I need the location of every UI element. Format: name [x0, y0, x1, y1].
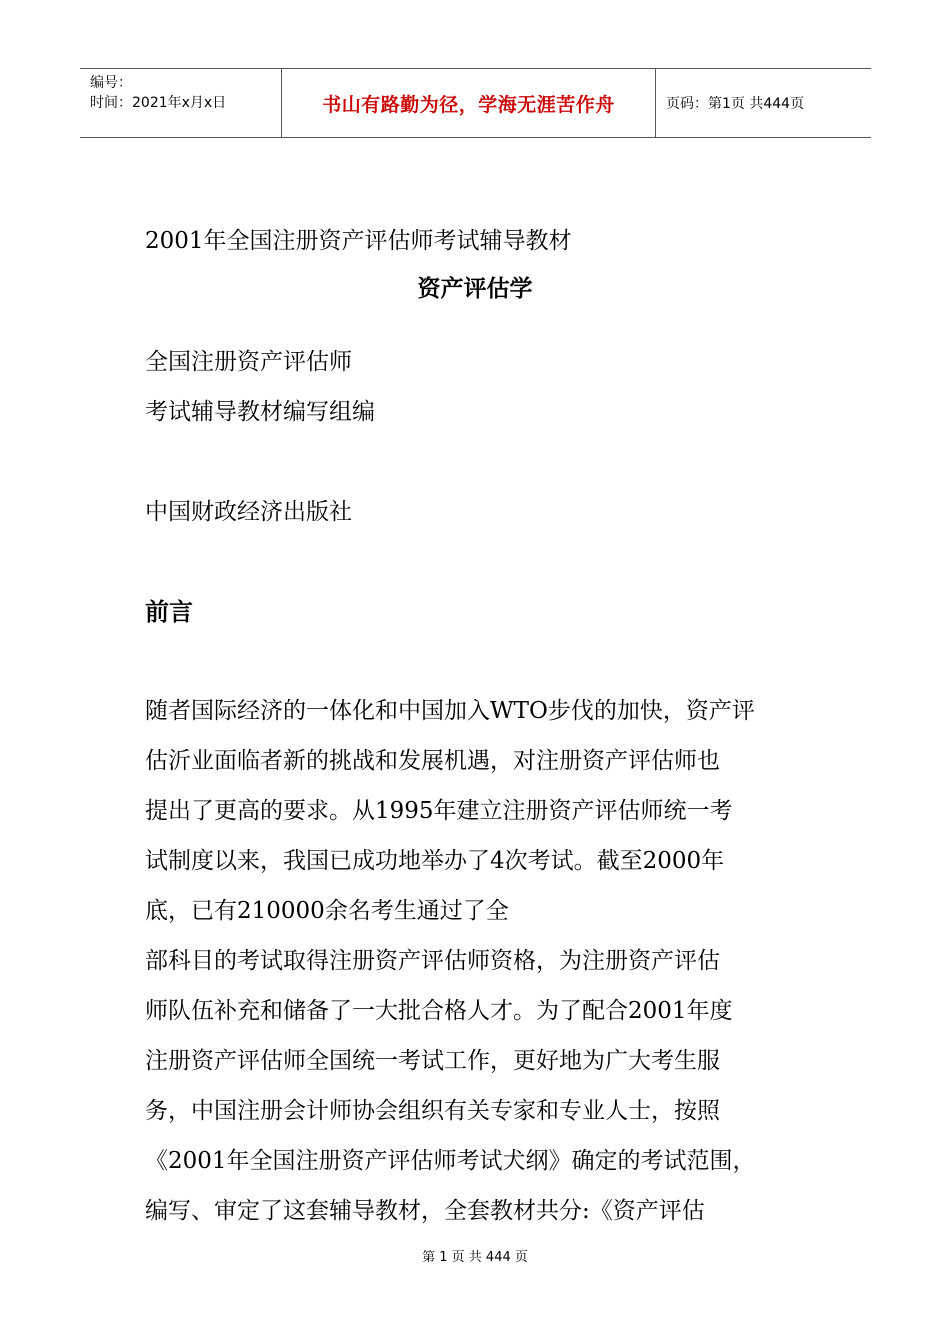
author-line-2: 考试辅导教材编写组编	[145, 399, 375, 425]
body-line: 师队伍补充和储备了一大批合格人才。为了配合2001年度	[145, 998, 733, 1024]
body-line: 部科目的考试取得注册资产评估师资格，为注册资产评估	[145, 948, 720, 974]
time-label: 时间：2021年x月x日	[90, 95, 227, 111]
page-footer: 第 1 页 共 444 页	[422, 1250, 528, 1265]
author-line-1: 全国注册资产评估师	[145, 349, 352, 375]
header-motto: 书山有路勤为径，学海无涯苦作舟	[281, 69, 656, 137]
body-line: 估沂业面临者新的挑战和发展机遇，对注册资产评估师也	[145, 748, 720, 774]
body-line: 注册资产评估师全国统一考试工作，更好地为广大考生服	[145, 1048, 720, 1074]
header-page-info: 页码：第1页 共444页	[666, 96, 805, 112]
document-subtitle: 2001年全国注册资产评估师考试辅导教材	[145, 228, 572, 254]
preface-heading: 前言	[145, 597, 193, 626]
body-line: 提出了更高的要求。从1995年建立注册资产评估师统一考	[145, 798, 733, 824]
body-line: 试制度以来，我国已成功地举办了4次考试。截至2000年	[145, 848, 725, 874]
page-header	[80, 68, 871, 138]
body-line: 随者国际经济的一体化和中国加入WTO步伐的加快，资产评	[145, 698, 755, 724]
publisher: 中国财政经济出版社	[145, 499, 352, 525]
body-line: 编写、审定了这套辅导教材，全套教材共分:《资产评估	[145, 1198, 705, 1224]
body-line: 底，已有210000余名考生通过了全	[145, 898, 509, 924]
body-line: 务，中国注册会计师协会组织有关专家和专业人士，按照	[145, 1098, 720, 1124]
number-label: 编号：	[90, 75, 132, 91]
document-title: 资产评估学	[417, 275, 533, 302]
header-meta	[80, 69, 281, 137]
body-line: 《2001年全国注册资产评估师考试犬纲》确定的考试范围，	[145, 1148, 756, 1174]
